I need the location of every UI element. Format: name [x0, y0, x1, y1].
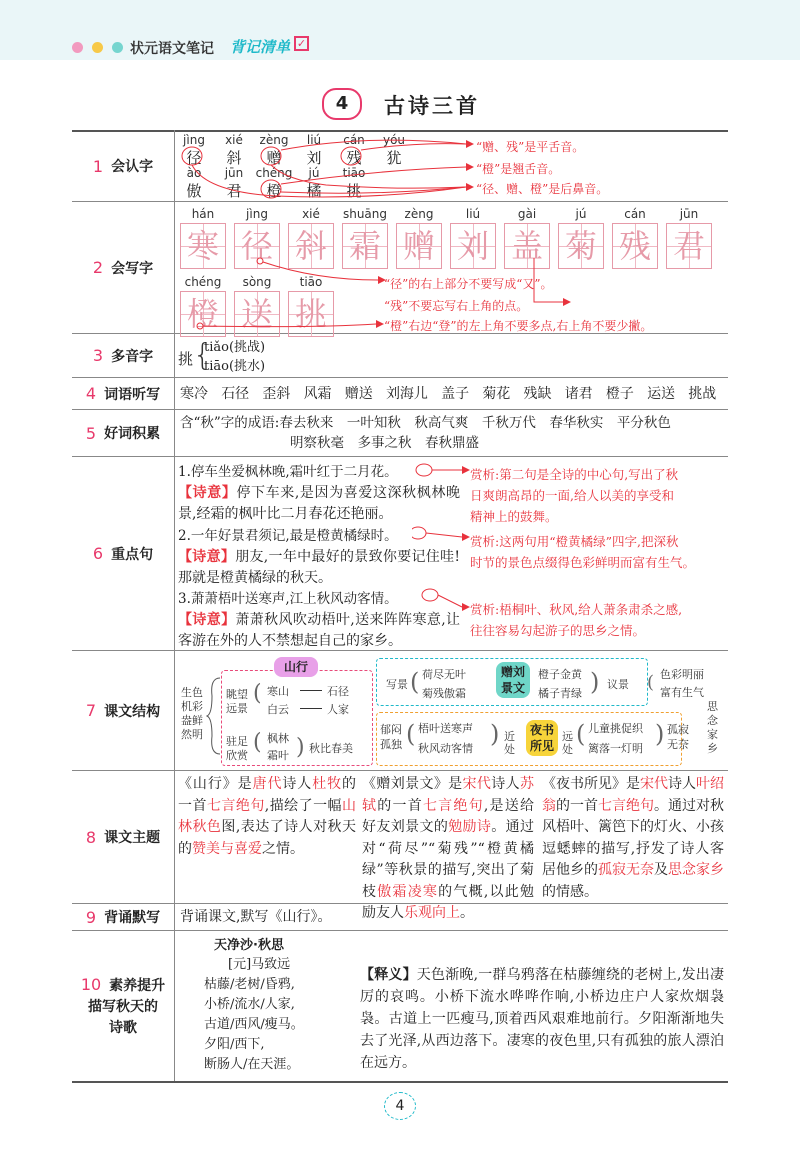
dictation-word: 赠送: [344, 386, 373, 402]
pinyin: jūn: [224, 166, 244, 180]
note-jing-stroke: “径”的右上部分不要写成“又”。: [384, 277, 553, 291]
theme-text: 。通过对“荷尽”“菊残”“橙黄橘绿”等秋景的描写,突出了菊枝: [362, 819, 535, 900]
yeshu-r1: 儿童挑促织: [588, 722, 643, 735]
paren-icon: ): [590, 668, 600, 696]
pinyin: sòng: [242, 275, 272, 289]
meaning-tag: 【诗意】: [178, 549, 236, 565]
pinyin: xié: [302, 207, 320, 221]
key-sentence: 3.萧萧梧叶送寒声,江上秋风动客情。: [178, 591, 398, 607]
paren-icon: (: [253, 681, 262, 706]
theme-text: 的一首: [556, 797, 598, 814]
highlight-text: 七言绝句: [422, 797, 484, 814]
appreciation-note: 赏析:这两句用“橙黄橘绿”四字,把深秋: [470, 534, 679, 549]
highlight-text: 苏轼: [362, 776, 535, 814]
highlight-text: 唐代: [252, 776, 283, 792]
check-icon: ✓: [294, 36, 309, 51]
hanzi: 君: [226, 182, 242, 200]
row-label-7: 7 课文结构: [85, 701, 161, 720]
poem-line: 枯藤/老树/昏鸦,: [204, 977, 295, 992]
pinyin: jìng: [183, 133, 205, 147]
tracing-char-cell: 赠: [396, 223, 442, 269]
pinyin: ào: [186, 166, 202, 180]
theme-text: 《山行》是: [178, 776, 253, 792]
hanzi: 径: [186, 149, 202, 167]
row-label-3: 3 多音字: [92, 346, 154, 365]
dictation-word: 运送: [647, 386, 676, 402]
dictation-word: 挑战: [688, 386, 717, 402]
theme-text: 。: [460, 905, 474, 921]
paren-icon: (: [576, 720, 586, 748]
yeshu-title: 夜书所见: [526, 720, 558, 756]
idioms-line-1: 含“秋”字的成语:春去秋来 一叶知秋 秋高气爽 千秋万代 春华秋实 平分秋色: [180, 415, 671, 431]
highlight-text: 乐观向上: [404, 905, 460, 921]
highlight-text: 赞美与喜爱: [192, 840, 262, 857]
yeshu-left: 郁闷 孤独: [380, 723, 402, 751]
row-label-9: 9 背诵默写: [85, 907, 161, 927]
highlight-text: 山林秋色: [178, 797, 357, 835]
row-label-6: 6 重点句: [92, 544, 154, 563]
sentence-meaning: 【诗意】朋友,一年中最好的景致你要记住哇!那就是橙黄橘绿的秋天。: [178, 549, 461, 586]
theme-text: 之情。: [262, 840, 304, 857]
paren-icon: (: [253, 730, 262, 755]
shanxing-c: 白云: [267, 703, 289, 716]
extra-poem-title: 天净沙·秋思: [214, 938, 284, 953]
pinyin: liú: [306, 133, 322, 147]
theme-text: ,是送给好友刘景文的: [362, 797, 535, 835]
appreciation-note: 日爽朗高昂的一面,给人以美的享受和: [470, 488, 674, 503]
dictation-words: [180, 384, 729, 405]
dictation-word: 刘海儿: [385, 386, 428, 402]
header-dot-pink: [72, 42, 83, 53]
tracing-char-cell: 径: [234, 223, 280, 269]
zengliu-l1: 荷尽无叶: [422, 668, 466, 681]
pinyin: yóu: [382, 133, 406, 147]
pinyin: cán: [624, 207, 646, 221]
theme-shanxing: [178, 774, 356, 860]
zengliu-r2: 橘子青绿: [538, 687, 582, 700]
tracing-char-cell: 君: [666, 223, 712, 269]
shanxing-e: 枫林: [267, 732, 289, 745]
theme-text: 《赠刘景文》是: [362, 776, 463, 792]
pinyin: jìng: [246, 207, 268, 221]
dictation-word: 石径: [221, 386, 250, 402]
poem-line: 小桥/流水/人家,: [204, 997, 295, 1012]
theme-text: ,描绘了一幅: [264, 797, 343, 814]
yeshu-right: 孤寂 无奈: [667, 723, 689, 751]
zengliu-right: 议景: [607, 678, 629, 691]
shanxing-left1: 眺望 远景: [226, 688, 248, 715]
highlight-text: 叶绍翁: [542, 776, 724, 814]
theme-text: 的情感。: [542, 883, 598, 900]
tracing-char-cell: 刘: [450, 223, 496, 269]
dash: [300, 708, 322, 709]
theme-text: 诗人: [491, 776, 521, 792]
highlight-text: 七言绝句: [206, 797, 265, 814]
theme-text: 及: [654, 862, 668, 878]
poem-line: 夕阳/西下,: [204, 1037, 265, 1052]
extra-poem-meaning: 【释义】天色渐晚,一群乌鸦落在枯藤缠绕的老树上,发出凄厉的哀鸣。小桥下流水哗哗作响,小桥边庄户人家炊烟袅袅。古道上一匹瘦马,顶着西风艰难地前行。夕阳渐渐地失去了光泽,从西边落下。凄寒的夜色里,只有孤独的旅人漂泊在远方。: [360, 967, 725, 1071]
shanxing-g: 秋比春美: [309, 742, 353, 755]
hanzi: 橙: [266, 182, 282, 200]
paren-icon: ): [296, 735, 305, 760]
shanxing-d: 人家: [327, 703, 349, 716]
highlight-text: 孤寂无奈: [598, 862, 654, 878]
hanzi: 傲: [186, 182, 202, 200]
pinyin: jú: [575, 207, 587, 221]
shanxing-a: 寒山: [267, 685, 289, 698]
theme-text: 诗人: [282, 776, 313, 792]
theme-zengliu: [362, 774, 534, 925]
hanzi: 橘: [306, 182, 322, 200]
pinyin: hán: [191, 207, 215, 221]
table-bottom-border: [72, 1081, 728, 1083]
theme-text: 。通过对秋风梧叶、篱笆下的灯火、小孩逗蟋蟀的描写,抒发了诗人客居他乡的: [542, 797, 724, 878]
dash: [300, 690, 322, 691]
pinyin: zèng: [259, 133, 289, 147]
recognize-annotation-lines: [176, 130, 476, 202]
hanzi: 刘: [306, 149, 322, 167]
meaning-tag: 【诗意】: [178, 612, 236, 628]
paren-icon: ): [655, 720, 665, 748]
dictation-word: 残缺: [523, 386, 552, 402]
tracing-char-cell: 残: [612, 223, 658, 269]
highlight-text: 宋代: [640, 776, 668, 792]
pinyin: cán: [343, 133, 365, 147]
pinyin: jú: [308, 166, 320, 180]
highlight-text: 思念家乡: [668, 862, 724, 878]
poem-line: 断肠人/在天涯。: [204, 1057, 300, 1072]
zengliu-end2: 富有生气: [660, 686, 704, 699]
key-sentence: 1.停车坐爱枫林晚,霜叶红于二月花。: [178, 464, 398, 480]
brace-icon: {: [193, 338, 213, 373]
theme-text: 的一首: [178, 776, 357, 814]
extra-poem-author: [元]马致远: [228, 957, 291, 972]
tracing-char-cell: 菊: [558, 223, 604, 269]
hanzi: 赠: [266, 149, 282, 167]
appreciation-note: 往往容易勾起游子的思乡之情。: [470, 623, 646, 638]
dictation-word: 风霜: [303, 386, 332, 402]
sentence-meaning: 【诗意】停下车来,是因为喜爱这深秋枫林晚景,经霜的枫叶比二月春花还艳丽。: [178, 485, 461, 522]
tracing-char-cell: 寒: [180, 223, 226, 269]
tracing-char-cell: 霜: [342, 223, 388, 269]
yeshu-l2: 秋风动客情: [418, 742, 473, 755]
brand-title: 状元语文笔记: [130, 41, 214, 57]
note-flat-tongue: “赠、残”是平舌音。: [476, 140, 585, 154]
hanzi: 挑: [346, 182, 362, 200]
zengliu-r1: 橙子金黄: [538, 668, 582, 681]
yeshu-near: 近处: [504, 730, 515, 756]
sentence-annotation-arrows: [412, 462, 472, 622]
appreciation-note: 赏析:梧桐叶、秋风,给人萧条肃杀之感,: [470, 602, 683, 617]
paren-icon: ): [490, 720, 500, 748]
highlight-text: 傲霜凌寒: [377, 883, 439, 900]
brace-left-icon: [206, 676, 222, 756]
poem-line: 古道/西风/瘦马。: [204, 1017, 304, 1032]
highlight-text: 七言绝句: [598, 797, 654, 814]
theme-text: 的一首: [377, 797, 423, 814]
row-label-2: 2 会写字: [92, 258, 154, 277]
sentence-meaning: 【诗意】萧萧秋风吹动梧叶,送来阵阵寒意,让客游在外的人不禁想起自己的家乡。: [178, 612, 460, 649]
hanzi: 残: [346, 149, 362, 167]
note-back-nasal: “径、赠、橙”是后鼻音。: [476, 182, 609, 196]
pinyin: tiāo: [342, 166, 366, 180]
header-dot-teal: [112, 42, 123, 53]
paren-icon: (: [410, 668, 420, 696]
tracing-char-cell: 盖: [504, 223, 550, 269]
tracing-char-cell: 挑: [288, 291, 334, 337]
note-cheng-strokes: “橙”右边“登”的左上角不要多点,右上角不要少撇。: [384, 319, 653, 333]
meaning-tag: 【诗意】: [178, 485, 237, 501]
pinyin: tiāo: [299, 275, 323, 289]
tracing-char-cell: 斜: [288, 223, 334, 269]
yeshu-r2: 篱落一灯明: [588, 742, 643, 755]
shanxing-side: 生色 机彩 盎鲜 然明: [181, 686, 203, 741]
pinyin: zèng: [404, 207, 434, 221]
theme-text: 图,表达了诗人对秋天的: [178, 819, 357, 857]
header-dot-yellow: [92, 42, 103, 53]
dictation-word: 歪斜: [262, 386, 291, 402]
badge-title: 背记清单: [230, 38, 291, 56]
note-can-dot: “残”不要忘写右上角的点。: [384, 299, 529, 313]
yeshu-l1: 梧叶送寒声: [418, 722, 473, 735]
row-label-1: 1 会认字: [92, 156, 154, 176]
lesson-title: 古诗三首: [384, 94, 480, 118]
pinyin: liú: [465, 207, 481, 221]
shanxing-left2: 驻足 欣赏: [226, 735, 248, 762]
tracing-char-cell: 橙: [180, 291, 226, 337]
pinyin: chéng: [184, 275, 222, 289]
pinyin: jūn: [679, 207, 699, 221]
key-sentence: 2.一年好景君须记,最是橙黄橘绿时。: [178, 528, 398, 544]
hanzi: 犹: [386, 149, 402, 167]
zengliu-title: 赠刘景文: [496, 662, 530, 698]
yeshu-end: 思念家乡: [707, 700, 718, 755]
highlight-text: 杜牧: [312, 776, 343, 792]
polyphone-char: 挑: [178, 350, 194, 368]
pinyin: gài: [517, 207, 537, 221]
yeshu-far: 远处: [562, 730, 573, 756]
appreciation-note: 时节的景色点缀得色彩鲜明而富有生气。: [470, 555, 696, 570]
appreciation-note: 精神上的鼓舞。: [470, 509, 558, 524]
shanxing-title: 山行: [274, 657, 318, 677]
zengliu-left: 写景: [386, 678, 408, 691]
row-label-5: 5 好词积累: [85, 423, 161, 443]
note-retroflex: “橙”是翘舌音。: [476, 162, 561, 176]
highlight-text: 勉励诗: [448, 819, 492, 835]
pinyin: xié: [225, 133, 243, 147]
pinyin: shuāng: [342, 207, 388, 221]
shanxing-b: 石径: [327, 685, 349, 698]
zengliu-end1: 色彩明丽: [660, 668, 704, 681]
dictation-word: 橙子: [605, 386, 634, 402]
dictation-word: 菊花: [482, 386, 511, 402]
paren-icon: (: [406, 720, 416, 748]
paren-icon: (: [647, 672, 655, 693]
theme-text: 诗人: [668, 776, 696, 792]
zengliu-l2: 菊残傲霜: [422, 687, 466, 700]
shanxing-f: 霜叶: [267, 749, 289, 762]
theme-text: 的气概,以此勉励友人: [362, 883, 535, 921]
theme-text: 《夜书所见》是: [542, 776, 640, 792]
polyphone-reading-2: tiāo(挑水): [204, 359, 266, 374]
page-number: 4: [384, 1092, 416, 1120]
row-label-8: 8 课文主题: [85, 827, 161, 847]
appreciation-note: 赏析:第二句是全诗的中心句,写出了秋: [470, 467, 679, 482]
idioms-line-2: 明察秋毫 多事之秋 春秋鼎盛: [290, 435, 479, 451]
recite-text: 背诵课文,默写《山行》。: [180, 909, 332, 925]
tracing-char-cell: 送: [234, 291, 280, 337]
polyphone-reading-1: tiǎo(挑战): [204, 340, 266, 355]
dictation-word: 盖子: [441, 386, 470, 402]
pinyin: chéng: [255, 166, 293, 180]
highlight-text: 宋代: [462, 776, 492, 792]
column-divider: [174, 130, 175, 1081]
hanzi: 斜: [226, 149, 242, 167]
row-label-10: 10 素养提升 描写秋天的 诗歌: [80, 974, 166, 1036]
theme-yeshu: [542, 774, 724, 903]
lesson-number: 4: [322, 88, 362, 120]
row-label-4: 4 词语听写: [85, 384, 161, 403]
dictation-word: 寒冷: [180, 386, 208, 402]
dictation-word: 诸君: [564, 386, 593, 402]
